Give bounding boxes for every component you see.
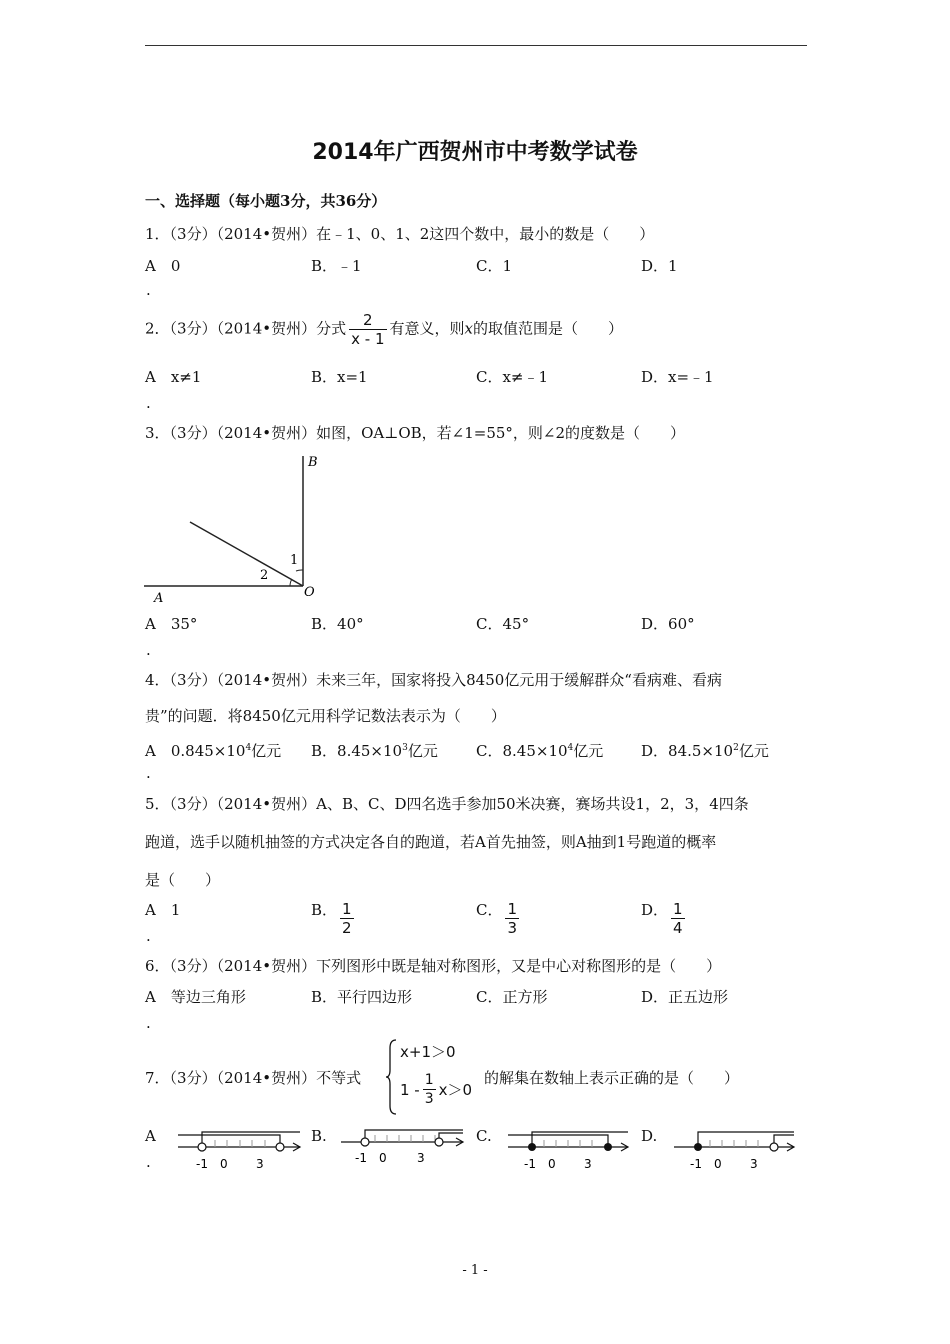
q4-option-b: [311, 738, 438, 761]
question-5-line-1: 5．（3分）（2014•贺州）A、B、C、D四名选手参加50米决赛，赛场共设1，2，3，4四条: [145, 795, 749, 813]
label-a: A: [154, 591, 164, 606]
q2-text-before: 2．（3分）（2014•贺州）分式: [145, 319, 347, 338]
q7-row-2-post: x＞0: [438, 1081, 473, 1099]
q1-option-b: B．﹣1: [311, 257, 362, 275]
tick-label-3: 3: [750, 1157, 758, 1171]
q2-fraction: [349, 311, 386, 348]
q4-a-suffix: 亿元: [251, 742, 282, 760]
section-heading: 一、选择题（每小题3分，共36分）: [145, 192, 387, 210]
q5-b-fraction: [340, 900, 354, 937]
q6-option-a: A 等边三角形: [145, 988, 246, 1006]
tick-label-neg1: -1: [196, 1157, 208, 1171]
question-7-text-before: 7．（3分）（2014•贺州）不等式: [145, 1069, 362, 1087]
q3-option-a: A 35°: [145, 615, 198, 633]
q4-option-a: [145, 738, 281, 761]
q1-option-a: A 0: [145, 257, 181, 275]
question-2: [145, 311, 623, 348]
q4-c-exp: 4: [567, 743, 574, 753]
q2-frac-num: 2: [349, 311, 386, 330]
tick-label-0: 0: [379, 1151, 387, 1165]
question-1: 1．（3分）（2014•贺州）在﹣1、0、1、2这四个数中，最小的数是（ ）: [145, 225, 655, 243]
header-rule: [145, 45, 807, 46]
q3-angle-figure: [140, 452, 340, 607]
q7-row-2-pre: 1 -: [400, 1080, 420, 1099]
q5-d-num: 1: [673, 900, 683, 918]
q6-dot: .: [146, 1014, 151, 1032]
angle-2-arc: [290, 579, 292, 586]
q2-option-c: C．x≠﹣1: [476, 368, 549, 386]
tick-label-0: 0: [548, 1157, 556, 1171]
q5-c-fraction: [505, 900, 519, 937]
q5-d-den: 4: [673, 919, 683, 937]
q3-dot: .: [146, 641, 151, 659]
q7-option-b-label: B.: [311, 1127, 327, 1145]
ray-oc: [190, 522, 303, 586]
q6-option-b: B．平行四边形: [311, 988, 413, 1006]
label-1: 1: [290, 553, 299, 568]
label-b: B: [308, 455, 318, 470]
q5-option-b: [311, 900, 357, 937]
q5-c-label: C．: [476, 901, 503, 919]
q7-row-1: x+1＞0: [400, 1043, 456, 1061]
q5-b-num: 1: [342, 900, 352, 918]
q5-b-den: 2: [342, 919, 352, 937]
q5-dot: .: [146, 927, 151, 945]
tick-label-0: 0: [220, 1157, 228, 1171]
tick-label-3: 3: [584, 1157, 592, 1171]
q2-var-x: x: [464, 319, 473, 338]
tick-label-3: 3: [417, 1151, 425, 1165]
q7-row-2: [400, 1071, 472, 1108]
q4-d-exp: 2: [733, 743, 739, 753]
q4-b-suffix: 亿元: [407, 742, 438, 760]
q3-option-c: C．45°: [476, 615, 530, 633]
q6-option-d: D．正五边形: [641, 988, 729, 1006]
q7-row-2-den: 3: [424, 1091, 434, 1107]
q7-option-a-label: A: [145, 1127, 156, 1145]
q1-option-c: C．1: [476, 257, 513, 275]
tick-label-neg1: -1: [355, 1151, 367, 1165]
question-5-line-2: 跑道，选手以随机抽签的方式决定各自的跑道，若A首先抽签，则A抽到1号跑道的概率: [145, 833, 717, 851]
question-6: 6．（3分）（2014•贺州）下列图形中既是轴对称图形，又是中心对称图形的是（ ）: [145, 957, 722, 975]
q2-text-after-b: 的取值范围是（ ）: [472, 319, 623, 338]
q4-c-suffix: 亿元: [573, 742, 604, 760]
q2-text-after-a: 有意义，则: [389, 319, 465, 338]
question-4-line-1: 4．（3分）（2014•贺州）未来三年，国家将投入8450亿元用于缓解群众“看病难、看病: [145, 671, 722, 689]
q7-dot: .: [146, 1153, 151, 1171]
q7-row-2-num: 1: [424, 1072, 434, 1088]
q2-option-a: A x≠1: [145, 368, 202, 386]
q1-dot: .: [146, 281, 151, 299]
question-4-line-2: 贵”的问题．将8450亿元用科学记数法表示为（ ）: [145, 707, 506, 725]
q5-b-label: B．: [311, 901, 338, 919]
q5-option-c: [476, 900, 522, 937]
question-7-text-after: 的解集在数轴上表示正确的是（ ）: [484, 1069, 740, 1087]
q4-d-prefix: D．84.5×10: [641, 742, 734, 760]
page-number: - 1 -: [462, 1263, 488, 1278]
q7-option-c-label: C.: [476, 1127, 492, 1145]
q7-brace: [386, 1038, 398, 1116]
q1-option-d: D．1: [641, 257, 678, 275]
q4-a-exp: 4: [245, 743, 252, 753]
q7-number-line-b: [335, 1118, 470, 1173]
question-3: 3．（3分）（2014•贺州）如图，OA⊥OB，若∠1=55°，则∠2的度数是（ ）: [145, 424, 686, 442]
q5-option-d: [641, 900, 688, 937]
q4-a-prefix: A 0.845×10: [145, 742, 246, 760]
q5-c-num: 1: [507, 900, 518, 918]
q4-option-c: [476, 738, 603, 761]
q4-b-exp: 3: [402, 743, 408, 753]
q7-number-line-d: [666, 1120, 801, 1175]
label-o: O: [304, 585, 315, 600]
q7-number-line-c: [500, 1120, 635, 1175]
q2-option-b: B．x=1: [311, 368, 368, 386]
q2-frac-den: x - 1: [351, 330, 385, 348]
q5-option-a: A 1: [145, 901, 181, 919]
page-title: 2014年广西贺州市中考数学试卷: [312, 140, 638, 165]
q7-option-d-label: D.: [641, 1127, 658, 1145]
q4-dot: .: [146, 764, 151, 782]
angle-1-arc: [296, 570, 303, 571]
question-5-line-3: 是（ ）: [145, 871, 221, 889]
tick-label-0: 0: [714, 1157, 722, 1171]
tick-label-neg1: -1: [524, 1157, 536, 1171]
q3-option-b: B．40°: [311, 615, 364, 633]
q4-d-suffix: 亿元: [738, 742, 769, 760]
q7-number-line-a: [170, 1120, 305, 1175]
q5-d-label: D．: [641, 901, 669, 919]
q4-c-prefix: C．8.45×10: [476, 742, 568, 760]
tick-label-3: 3: [256, 1157, 264, 1171]
q2-dot: .: [146, 394, 151, 412]
q5-c-den: 3: [507, 919, 518, 937]
q6-option-c: C．正方形: [476, 988, 548, 1006]
q4-option-d: [641, 738, 769, 761]
label-2: 2: [260, 568, 269, 583]
q4-b-prefix: B．8.45×10: [311, 742, 403, 760]
tick-label-neg1: -1: [690, 1157, 702, 1171]
q3-option-d: D．60°: [641, 615, 695, 633]
q5-d-fraction: [671, 900, 685, 937]
q7-row-2-frac: [423, 1071, 436, 1108]
q2-option-d: D．x=﹣1: [641, 368, 714, 386]
